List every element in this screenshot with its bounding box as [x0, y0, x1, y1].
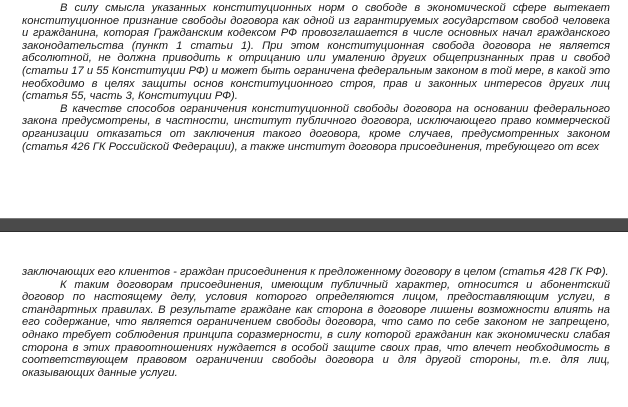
paragraph-restriction-methods: В качестве способов ограничения конституционной свободы договора на основании федерального закона предусмотрены, в частности, институт публичного договора, исключающего право коммерческой организации отказаться от заключения такого договора, кроме случаев, предусмотренных законом (статья 426 ГК Российской Федерации), а также институт договора присоединения, требующего от всех [22, 102, 610, 153]
document-page-2 [0, 232, 628, 407]
paragraph-continuation: заключающих его клиентов - граждан присоединения к предложенному договору в целом (статья 428 ГК РФ). [22, 266, 609, 278]
paragraph-freedom-of-contract: В силу смысла указанных конституционных норм о свободе в экономической сфере вытекает конституционное признание свободы договора как одной из гарантируемых государством свобод человека и гражданина, которая Гражданским кодексом РФ провозглашается в числе основных начал гражданского законодательства (пункт 1 статьи 1). При этом конституционная свобода договора не является абсолютной, не должна приводить к отрицанию или умалению других общепризнанных прав и свобод (статьи 17 и 55 Конституции РФ) и может быть ограничена федеральным законом в той мере, в какой это необходимо в целях защиты основ конституционного строя, прав и законных интересов других лиц (статья 55, часть 3, Конституции РФ). [22, 2, 610, 103]
page-break-divider [0, 218, 628, 232]
paragraph-adhesion-contracts: К таким договорам присоединения, имеющим публичный характер, относится и абонентский договор по настоящему делу, условия которого определяются лицом, предоставляющим услуги, в стандартных правилах. В результате граждане как сторона в договоре лишены возможности влиять на его содержание, что является ограничением свободы договора, что само по себе законом не запрещено, однако требует соблюдения принципа соразмерности, в силу которой гражданин как экономически слабая сторона в этих правоотношениях нуждается в особой защите своих прав, что влечет необходимость в соответствующем правовом ограничении свободы договора и для другой стороны, т.е. для лиц, оказывающих данные услуги. [22, 278, 610, 379]
